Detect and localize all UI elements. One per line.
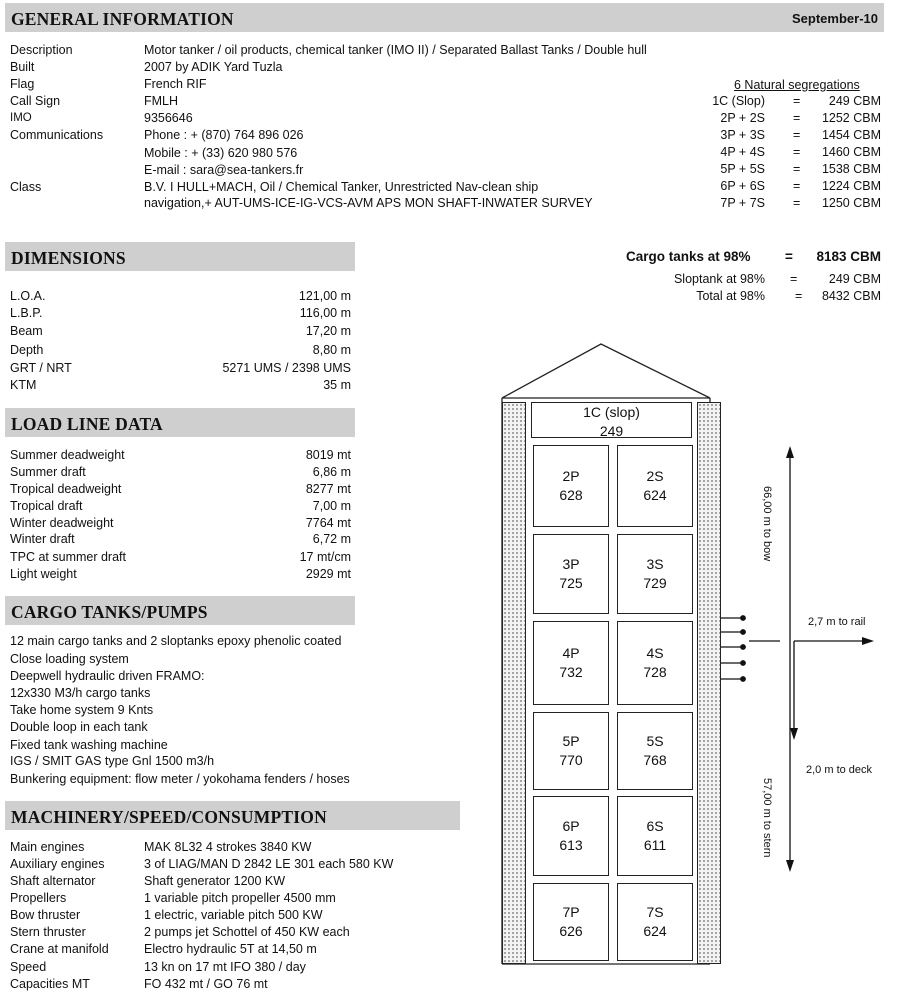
general-value-phone: Phone : + (870) 764 896 026: [144, 128, 304, 142]
cargo-tanks-line: Double loop in each tank: [10, 720, 148, 734]
segregation-name: 2P + 2S: [720, 111, 765, 125]
tank-2s: [617, 445, 693, 527]
machinery-label: Auxiliary engines: [10, 857, 105, 871]
general-value-mobile: Mobile : + (33) 620 980 576: [144, 146, 298, 160]
tank-4s: [617, 621, 693, 705]
segregation-name: 6P + 6S: [720, 179, 765, 193]
segregation-row: [650, 111, 882, 128]
dimensions-value: 121,00 m: [298, 289, 351, 303]
cargo-tanks-line: 12x330 M3/h cargo tanks: [10, 686, 151, 700]
segregation-name: 4P + 4S: [720, 145, 765, 159]
segregation-name: 7P + 7S: [720, 196, 765, 210]
tank-1c-slop: [531, 402, 692, 438]
segregation-value: 1252 CBM: [821, 111, 881, 125]
segregation-row: [650, 94, 882, 111]
rail-arrow: [794, 637, 874, 645]
wing-ballast-port: [502, 402, 526, 964]
dimensions-label: KTM: [10, 378, 37, 392]
load-line-label: Winter draft: [10, 532, 75, 546]
load-line-title: LOAD LINE DATA: [11, 414, 163, 434]
tank-value: 729: [643, 575, 667, 591]
segregation-eq: =: [793, 128, 801, 142]
dimensions-label: GRT / NRT: [10, 361, 72, 375]
cargo-tanks-line: IGS / SMIT GAS type Gnl 1500 m3/h: [10, 754, 215, 768]
cargo-tanks-line: Take home system 9 Knts: [10, 703, 154, 717]
segregation-value: 1460 CBM: [821, 145, 881, 159]
tank-name: 5P: [562, 733, 580, 749]
machinery-value: MAK 8L32 4 strokes 3840 KW: [144, 840, 312, 854]
segregation-row: [650, 145, 882, 162]
general-label-description: Description: [10, 43, 73, 57]
tank-name: 2S: [646, 468, 664, 484]
machinery-title: MACHINERY/SPEED/CONSUMPTION: [11, 807, 327, 827]
load-line-label: Tropical deadweight: [10, 482, 122, 496]
segregation-row: [650, 128, 882, 145]
machinery-label: Propellers: [10, 891, 67, 905]
tank-value: 611: [643, 837, 667, 853]
tank-name: 6P: [562, 818, 580, 834]
dimensions-value: 17,20 m: [305, 324, 351, 338]
total-eq: =: [795, 289, 803, 303]
load-line-value: 17 mt/cm: [299, 550, 351, 564]
load-line-header: [5, 408, 355, 437]
cargo-tanks-header: [5, 596, 355, 625]
cargo-tanks-line: Fixed tank washing machine: [10, 738, 168, 752]
cargo-tanks-line: Bunkering equipment: flow meter / yokohama fenders / hoses: [10, 772, 350, 786]
tank-3p: [533, 534, 609, 614]
dimensions-label: Depth: [10, 343, 44, 357]
machinery-value: 3 of LIAG/MAN D 2842 LE 301 each 580 KW: [144, 857, 394, 871]
segregation-row: [650, 162, 882, 179]
manifold-connections: [719, 616, 745, 682]
machinery-value: FO 432 mt / GO 76 mt: [144, 977, 268, 991]
sloptank-label: Sloptank at 98%: [673, 272, 765, 286]
load-line-label: Light weight: [10, 567, 77, 581]
distance-to-rail-label: 2,7 m to rail: [808, 616, 866, 628]
general-label-imo: IMO: [10, 112, 32, 124]
distance-to-stern-label: 57,00 m to stern: [761, 778, 773, 858]
segregation-eq: =: [793, 179, 801, 193]
general-label-call-sign: Call Sign: [10, 94, 61, 108]
deck-arrow: [790, 641, 798, 740]
segregation-name: 1C (Slop): [712, 94, 765, 108]
general-label-flag: Flag: [10, 77, 35, 91]
segregation-row: [650, 179, 882, 196]
dimensions-label: Beam: [10, 324, 43, 338]
segregation-value: 1224 CBM: [821, 179, 881, 193]
tank-name: 4S: [646, 645, 664, 661]
tank-name: 4P: [562, 645, 580, 661]
tank-5p: [533, 712, 609, 790]
segregation-eq: =: [793, 196, 801, 210]
machinery-value: 1 variable pitch propeller 4500 mm: [144, 891, 336, 905]
segregation-eq: =: [793, 145, 801, 159]
tank-value: 624: [643, 487, 667, 503]
cargo-tanks-line: Deepwell hydraulic driven FRAMO:: [10, 669, 205, 683]
load-line-label: TPC at summer draft: [10, 550, 126, 564]
segregation-eq: =: [793, 111, 801, 125]
tank-7p: [533, 883, 609, 961]
sloptank-value: 249 CBM: [828, 272, 881, 286]
machinery-value: Shaft generator 1200 KW: [144, 874, 286, 888]
general-value-built: 2007 by ADIK Yard Tuzla: [144, 60, 283, 74]
tank-value: 613: [559, 837, 583, 853]
segregation-value: 1538 CBM: [821, 162, 881, 176]
machinery-label: Crane at manifold: [10, 942, 109, 956]
general-label-class: Class: [10, 180, 42, 194]
tank-2p: [533, 445, 609, 527]
general-information-header: [5, 3, 884, 32]
load-line-label: Winter deadweight: [10, 516, 114, 530]
load-line-value: 2929 mt: [305, 567, 351, 581]
document-date: September-10: [792, 11, 878, 26]
general-value-class-cont: navigation,+ AUT-UMS-ICE-IG-VCS-AVM APS MON SHAFT-INWATER SURVEY: [144, 196, 593, 210]
dimensions-label: L.B.P.: [10, 306, 43, 320]
tank-value: 628: [559, 487, 583, 503]
tank-name: 2P: [562, 468, 580, 484]
tank-5s: [617, 712, 693, 790]
machinery-value: 1 electric, variable pitch 500 KW: [144, 908, 323, 922]
segregations-title: 6 Natural segregations: [734, 78, 860, 92]
general-value-call-sign: FMLH: [144, 94, 179, 108]
segregation-eq: =: [793, 94, 801, 108]
machinery-label: Shaft alternator: [10, 874, 96, 888]
general-value-class: B.V. I HULL+MACH, Oil / Chemical Tanker, Unrestricted Nav-clean ship: [144, 180, 539, 194]
tank-value: 624: [643, 923, 667, 939]
tank-name: 6S: [646, 818, 664, 834]
dimensions-value: 35 m: [323, 378, 351, 392]
machinery-label: Stern thruster: [10, 925, 86, 939]
cargo-tanks-title: CARGO TANKS/PUMPS: [11, 602, 208, 622]
distance-to-deck-label: 2,0 m to deck: [806, 764, 873, 776]
tank-name: 7S: [646, 904, 664, 920]
general-value-flag: French RIF: [144, 77, 207, 91]
total-value: 8432 CBM: [821, 289, 881, 303]
machinery-header: [5, 801, 460, 830]
segregation-eq: =: [793, 162, 801, 176]
general-label-built: Built: [10, 60, 35, 74]
tank-3s: [617, 534, 693, 614]
dimensions-title: DIMENSIONS: [11, 248, 126, 268]
load-line-value: 7,00 m: [312, 499, 351, 513]
cargo-total-value: 8183 CBM: [816, 249, 881, 264]
machinery-label: Speed: [10, 960, 47, 974]
tank-name: 1C (slop): [583, 404, 640, 420]
dimensions-label: L.O.A.: [10, 289, 46, 303]
dimensions-value: 8,80 m: [312, 343, 351, 357]
load-line-label: Tropical draft: [10, 499, 83, 513]
sloptank-eq: =: [790, 272, 798, 286]
segregation-value: 1250 CBM: [821, 196, 881, 210]
cargo-total-eq: =: [785, 249, 793, 264]
tank-value: 732: [559, 664, 583, 680]
tank-layout-diagram: [490, 338, 900, 978]
tank-value: 768: [643, 752, 667, 768]
tank-6p: [533, 796, 609, 876]
machinery-value: 13 kn on 17 mt IFO 380 / day: [144, 960, 306, 974]
tank-name: 5S: [646, 733, 664, 749]
general-value-description: Motor tanker / oil products, chemical tanker (IMO II) / Separated Ballast Tanks / Double hull: [144, 43, 647, 57]
load-line-label: Summer deadweight: [10, 448, 125, 462]
tank-name: 7P: [562, 904, 580, 920]
dimensions-value: 5271 UMS / 2398 UMS: [222, 361, 351, 375]
dimensions-header: [5, 242, 355, 271]
load-line-label: Summer draft: [10, 465, 86, 479]
cargo-tanks-line: Close loading system: [10, 652, 129, 666]
machinery-value: 2 pumps jet Schottel of 450 KW each: [144, 925, 350, 939]
machinery-value: Electro hydraulic 5T at 14,50 m: [144, 942, 317, 956]
general-value-email: E-mail : sara@sea-tankers.fr: [144, 163, 304, 177]
tank-value: 626: [559, 923, 583, 939]
tank-name: 3S: [646, 556, 664, 572]
bow-stern-arrow: [786, 446, 794, 872]
segregation-value: 249 CBM: [828, 94, 881, 108]
tank-value: 249: [599, 423, 624, 439]
total-label: Total at 98%: [696, 289, 765, 303]
dimensions-value: 116,00 m: [299, 306, 351, 320]
tank-value: 770: [559, 752, 583, 768]
tank-6s: [617, 796, 693, 876]
general-information-title: GENERAL INFORMATION: [11, 9, 234, 29]
cargo-total-label: Cargo tanks at 98%: [626, 249, 751, 264]
cargo-tanks-line: 12 main cargo tanks and 2 sloptanks epoxy phenolic coated: [10, 634, 342, 648]
general-label-communications: Communications: [10, 128, 104, 142]
wing-ballast-starboard: [697, 402, 721, 964]
general-value-imo: 9356646: [144, 111, 193, 125]
segregation-row: [650, 196, 882, 213]
load-line-value: 6,72 m: [312, 532, 351, 546]
load-line-value: 6,86 m: [312, 465, 351, 479]
load-line-value: 7764 mt: [305, 516, 351, 530]
load-line-value: 8019 mt: [305, 448, 351, 462]
distance-to-bow-label: 66,00 m to bow: [761, 486, 773, 562]
machinery-label: Main engines: [10, 840, 85, 854]
segregation-name: 5P + 5S: [720, 162, 765, 176]
machinery-label: Capacities MT: [10, 977, 90, 991]
tank-name: 3P: [562, 556, 580, 572]
tank-7s: [617, 883, 693, 961]
tank-value: 728: [643, 664, 667, 680]
segregation-value: 1454 CBM: [821, 128, 881, 142]
tank-value: 725: [559, 575, 583, 591]
machinery-label: Bow thruster: [10, 908, 81, 922]
tank-4p: [533, 621, 609, 705]
load-line-value: 8277 mt: [305, 482, 351, 496]
segregation-name: 3P + 3S: [720, 128, 765, 142]
